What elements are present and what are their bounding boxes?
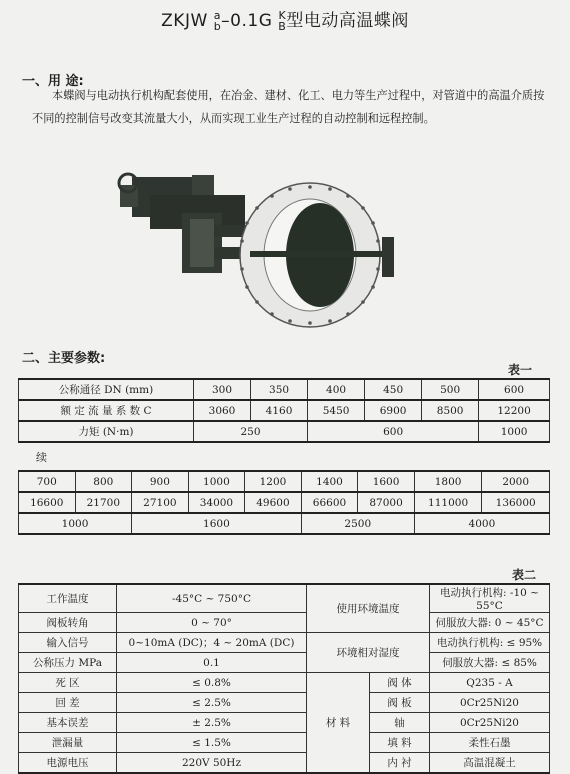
table-cell: -45°C ~ 750°C <box>117 584 307 613</box>
table-cell: 27100 <box>132 492 189 513</box>
table-cell: 电动执行机构: -10 ~ 55°C <box>430 584 550 613</box>
table-cell: ± 2.5% <box>117 713 307 733</box>
table-cell: 6900 <box>365 400 422 421</box>
table-row <box>19 693 550 713</box>
table-cell: 2000 <box>482 471 550 492</box>
table-cell: 公称压力 MPa <box>19 653 117 673</box>
continued-label: 续 <box>36 451 47 464</box>
table-cell: 伺服放大器: 0 ~ 45°C <box>430 613 550 633</box>
table-cell: 350 <box>251 379 308 400</box>
table-cell: 高温混凝土 <box>430 753 550 774</box>
table-cell: 21700 <box>75 492 132 513</box>
table-cell: 1600 <box>132 513 302 534</box>
section-use-heading: 一、用 途: <box>22 74 84 89</box>
table-cell: 250 <box>194 421 308 442</box>
table-cell: ≤ 1.5% <box>117 733 307 753</box>
table-cell: 工作温度 <box>19 584 117 613</box>
table-cell: 34000 <box>188 492 245 513</box>
table-cell: 材 料 <box>307 673 370 774</box>
table-cell: 1200 <box>245 471 302 492</box>
table-cell: 2500 <box>301 513 414 534</box>
table-row <box>19 613 550 633</box>
table-cell: 4000 <box>414 513 549 534</box>
table1-tag: 表一 <box>508 363 533 377</box>
table-cell: 1000 <box>188 471 245 492</box>
title-frac-2: K B <box>278 9 287 33</box>
table2-tag: 表二 <box>512 568 537 582</box>
table-cell: 49600 <box>245 492 302 513</box>
page-title <box>0 6 570 32</box>
table-cell: 1000 <box>19 513 132 534</box>
section-params-heading: 二、主要参数: <box>22 351 106 366</box>
table-cell: 环境相对湿度 <box>307 633 430 673</box>
table-cell: 内 衬 <box>370 753 430 774</box>
table-cell: 500 <box>422 379 479 400</box>
table-cell: 8500 <box>422 400 479 421</box>
params-table-2 <box>18 583 550 774</box>
params-table-1-continued <box>18 470 550 535</box>
table-cell: 死 区 <box>19 673 117 693</box>
title-suffix: 型电动高温蝶阀 <box>286 11 409 31</box>
table-cell: 回 差 <box>19 693 117 713</box>
table-cell: 136000 <box>482 492 550 513</box>
table-cell: 电源电压 <box>19 753 117 774</box>
table-row <box>19 653 550 673</box>
table-cell: 0.1 <box>117 653 307 673</box>
table-cell: 伺服放大器: ≤ 85% <box>430 653 550 673</box>
table-cell: 阀板转角 <box>19 613 117 633</box>
table-cell: 300 <box>194 379 251 400</box>
table-cell: Q235 - A <box>430 673 550 693</box>
table-cell: 111000 <box>414 492 482 513</box>
table-cell: 0 ~ 70° <box>117 613 307 633</box>
table-cell: 66600 <box>301 492 358 513</box>
table-cell: 阀 体 <box>370 673 430 693</box>
title-prefix: ZKJW <box>161 11 208 31</box>
table-cell: 电动执行机构: ≤ 95% <box>430 633 550 653</box>
table-cell: 600 <box>308 421 479 442</box>
table-cell: 1600 <box>358 471 415 492</box>
table-row <box>19 633 550 653</box>
table-cell: 0Cr25Ni20 <box>430 693 550 713</box>
table-row <box>19 471 550 492</box>
table-cell: 力矩 (N·m) <box>19 421 194 442</box>
table-row <box>19 673 550 693</box>
table-cell: 700 <box>19 471 76 492</box>
table-cell: 16600 <box>19 492 76 513</box>
table-cell: 0Cr25Ni20 <box>430 713 550 733</box>
table-cell: ≤ 2.5% <box>117 693 307 713</box>
table-cell: 基本误差 <box>19 713 117 733</box>
table-cell: 400 <box>308 379 365 400</box>
table-cell: 3060 <box>194 400 251 421</box>
butterfly-valve-illustration <box>110 155 410 330</box>
table-row <box>19 400 550 421</box>
table-cell: 1800 <box>414 471 482 492</box>
title-middle: –0.1G <box>221 11 273 31</box>
table-cell: 输入信号 <box>19 633 117 653</box>
table-cell: 柔性石墨 <box>430 733 550 753</box>
table-row <box>19 379 550 400</box>
table-cell: 600 <box>479 379 550 400</box>
table-row <box>19 421 550 442</box>
table-cell: 900 <box>132 471 189 492</box>
table-cell: 泄漏量 <box>19 733 117 753</box>
table-cell: 220V 50Hz <box>117 753 307 774</box>
params-table-1 <box>18 378 550 443</box>
table-cell: 额 定 流 量 系 数 C <box>19 400 194 421</box>
table-cell: 450 <box>365 379 422 400</box>
table-row <box>19 713 550 733</box>
table-cell: ≤ 0.8% <box>117 673 307 693</box>
table-row <box>19 513 550 534</box>
table-cell: 1400 <box>301 471 358 492</box>
table-cell: 0~10mA (DC)；4 ~ 20mA (DC) <box>117 633 307 653</box>
table-row <box>19 733 550 753</box>
table-cell: 5450 <box>308 400 365 421</box>
title-frac-1: a b <box>213 9 222 33</box>
table-cell: 填 料 <box>370 733 430 753</box>
table-cell: 阀 板 <box>370 693 430 713</box>
table-cell: 使用环境温度 <box>307 584 430 633</box>
table-cell: 12200 <box>479 400 550 421</box>
table-cell: 800 <box>75 471 132 492</box>
table-row <box>19 584 550 613</box>
table-cell: 87000 <box>358 492 415 513</box>
table-cell: 4160 <box>251 400 308 421</box>
table-cell: 1000 <box>479 421 550 442</box>
table-cell: 轴 <box>370 713 430 733</box>
table-cell: 公称通径 DN (mm) <box>19 379 194 400</box>
section-use-text: 本蝶阀与电动执行机构配套使用，在冶金、建材、化工、电力等生产过程中，对管道中的高温介质按不同的控制信号改变其流量大小，从而实现工业生产过程的自动控制和远程控制。 <box>32 89 545 125</box>
table-row <box>19 492 550 513</box>
